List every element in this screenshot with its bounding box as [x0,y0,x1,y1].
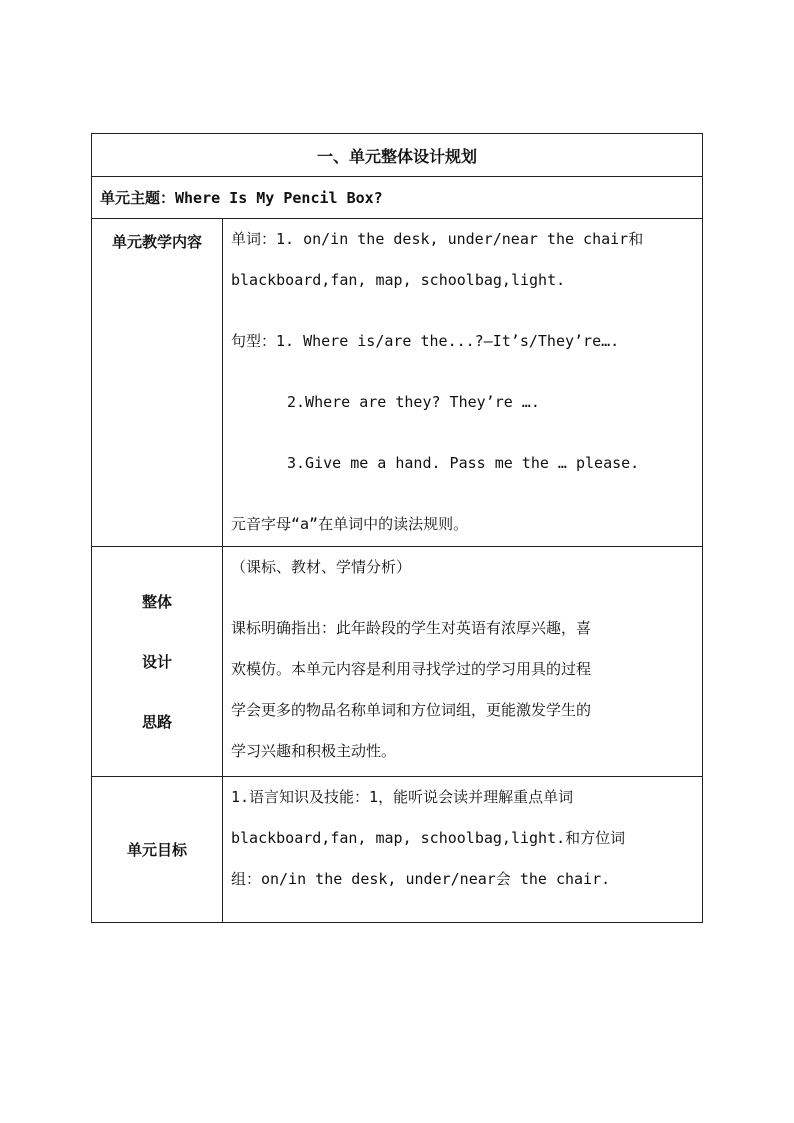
design-label-line: 整体 [141,592,172,611]
unit-plan-table [91,133,703,923]
unit-theme: 单元主题：Where Is My Pencil Box? [92,177,703,219]
design-line: 课标明确指出：此年龄段的学生对英语有浓厚兴趣，喜 [231,619,592,637]
vocab-line: 单词：1. on/in the desk, under/near the chair和 [231,230,644,248]
design-label-line: 思路 [141,712,172,731]
table-row [92,547,703,777]
spacer [231,362,694,382]
table-row [92,777,703,923]
phonics-line: 元音字母“a”在单词中的读法规则。 [231,515,469,533]
vocab-line: blackboard,fan, map, schoolbag,light. [231,271,566,289]
goals-cell [223,777,703,923]
table-row [92,177,703,219]
goals-line: 组：on/in the desk, under/near会 the chair. [231,870,611,888]
design-line: 欢模仿。本单元内容是利用寻找学过的学习用具的过程 [231,660,592,678]
design-cell [223,547,703,777]
design-label [92,547,223,777]
design-label-line: 设计 [141,652,172,671]
sentence-line: 2.Where are they? They’re …. [287,393,540,411]
sentence-line: 句型：1. Where is/are the...?—It’s/They’re…. [231,332,620,350]
goals-line: blackboard,fan, map, schoolbag,light.和方位词 [231,829,626,847]
table-row [92,134,703,177]
design-line: 学会更多的物品名称单词和方位词组，更能激发学生的 [231,701,592,719]
teaching-content-cell [223,219,703,547]
teaching-content-label: 单元教学内容 [92,219,223,547]
design-line: 学习兴趣和积极主动性。 [231,742,397,760]
goals-label: 单元目标 [92,777,223,923]
goals-line: 1.语言知识及技能：1，能听说会读并理解重点单词 [231,788,574,806]
table-row [92,219,703,547]
spacer [231,423,694,443]
spacer [231,301,694,321]
design-line: （课标、教材、学情分析） [231,558,412,576]
table-title: 一、单元整体设计规划 [92,134,703,177]
spacer [231,484,694,504]
sentence-line: 3.Give me a hand. Pass me the … please. [287,454,640,472]
spacer [231,588,694,608]
